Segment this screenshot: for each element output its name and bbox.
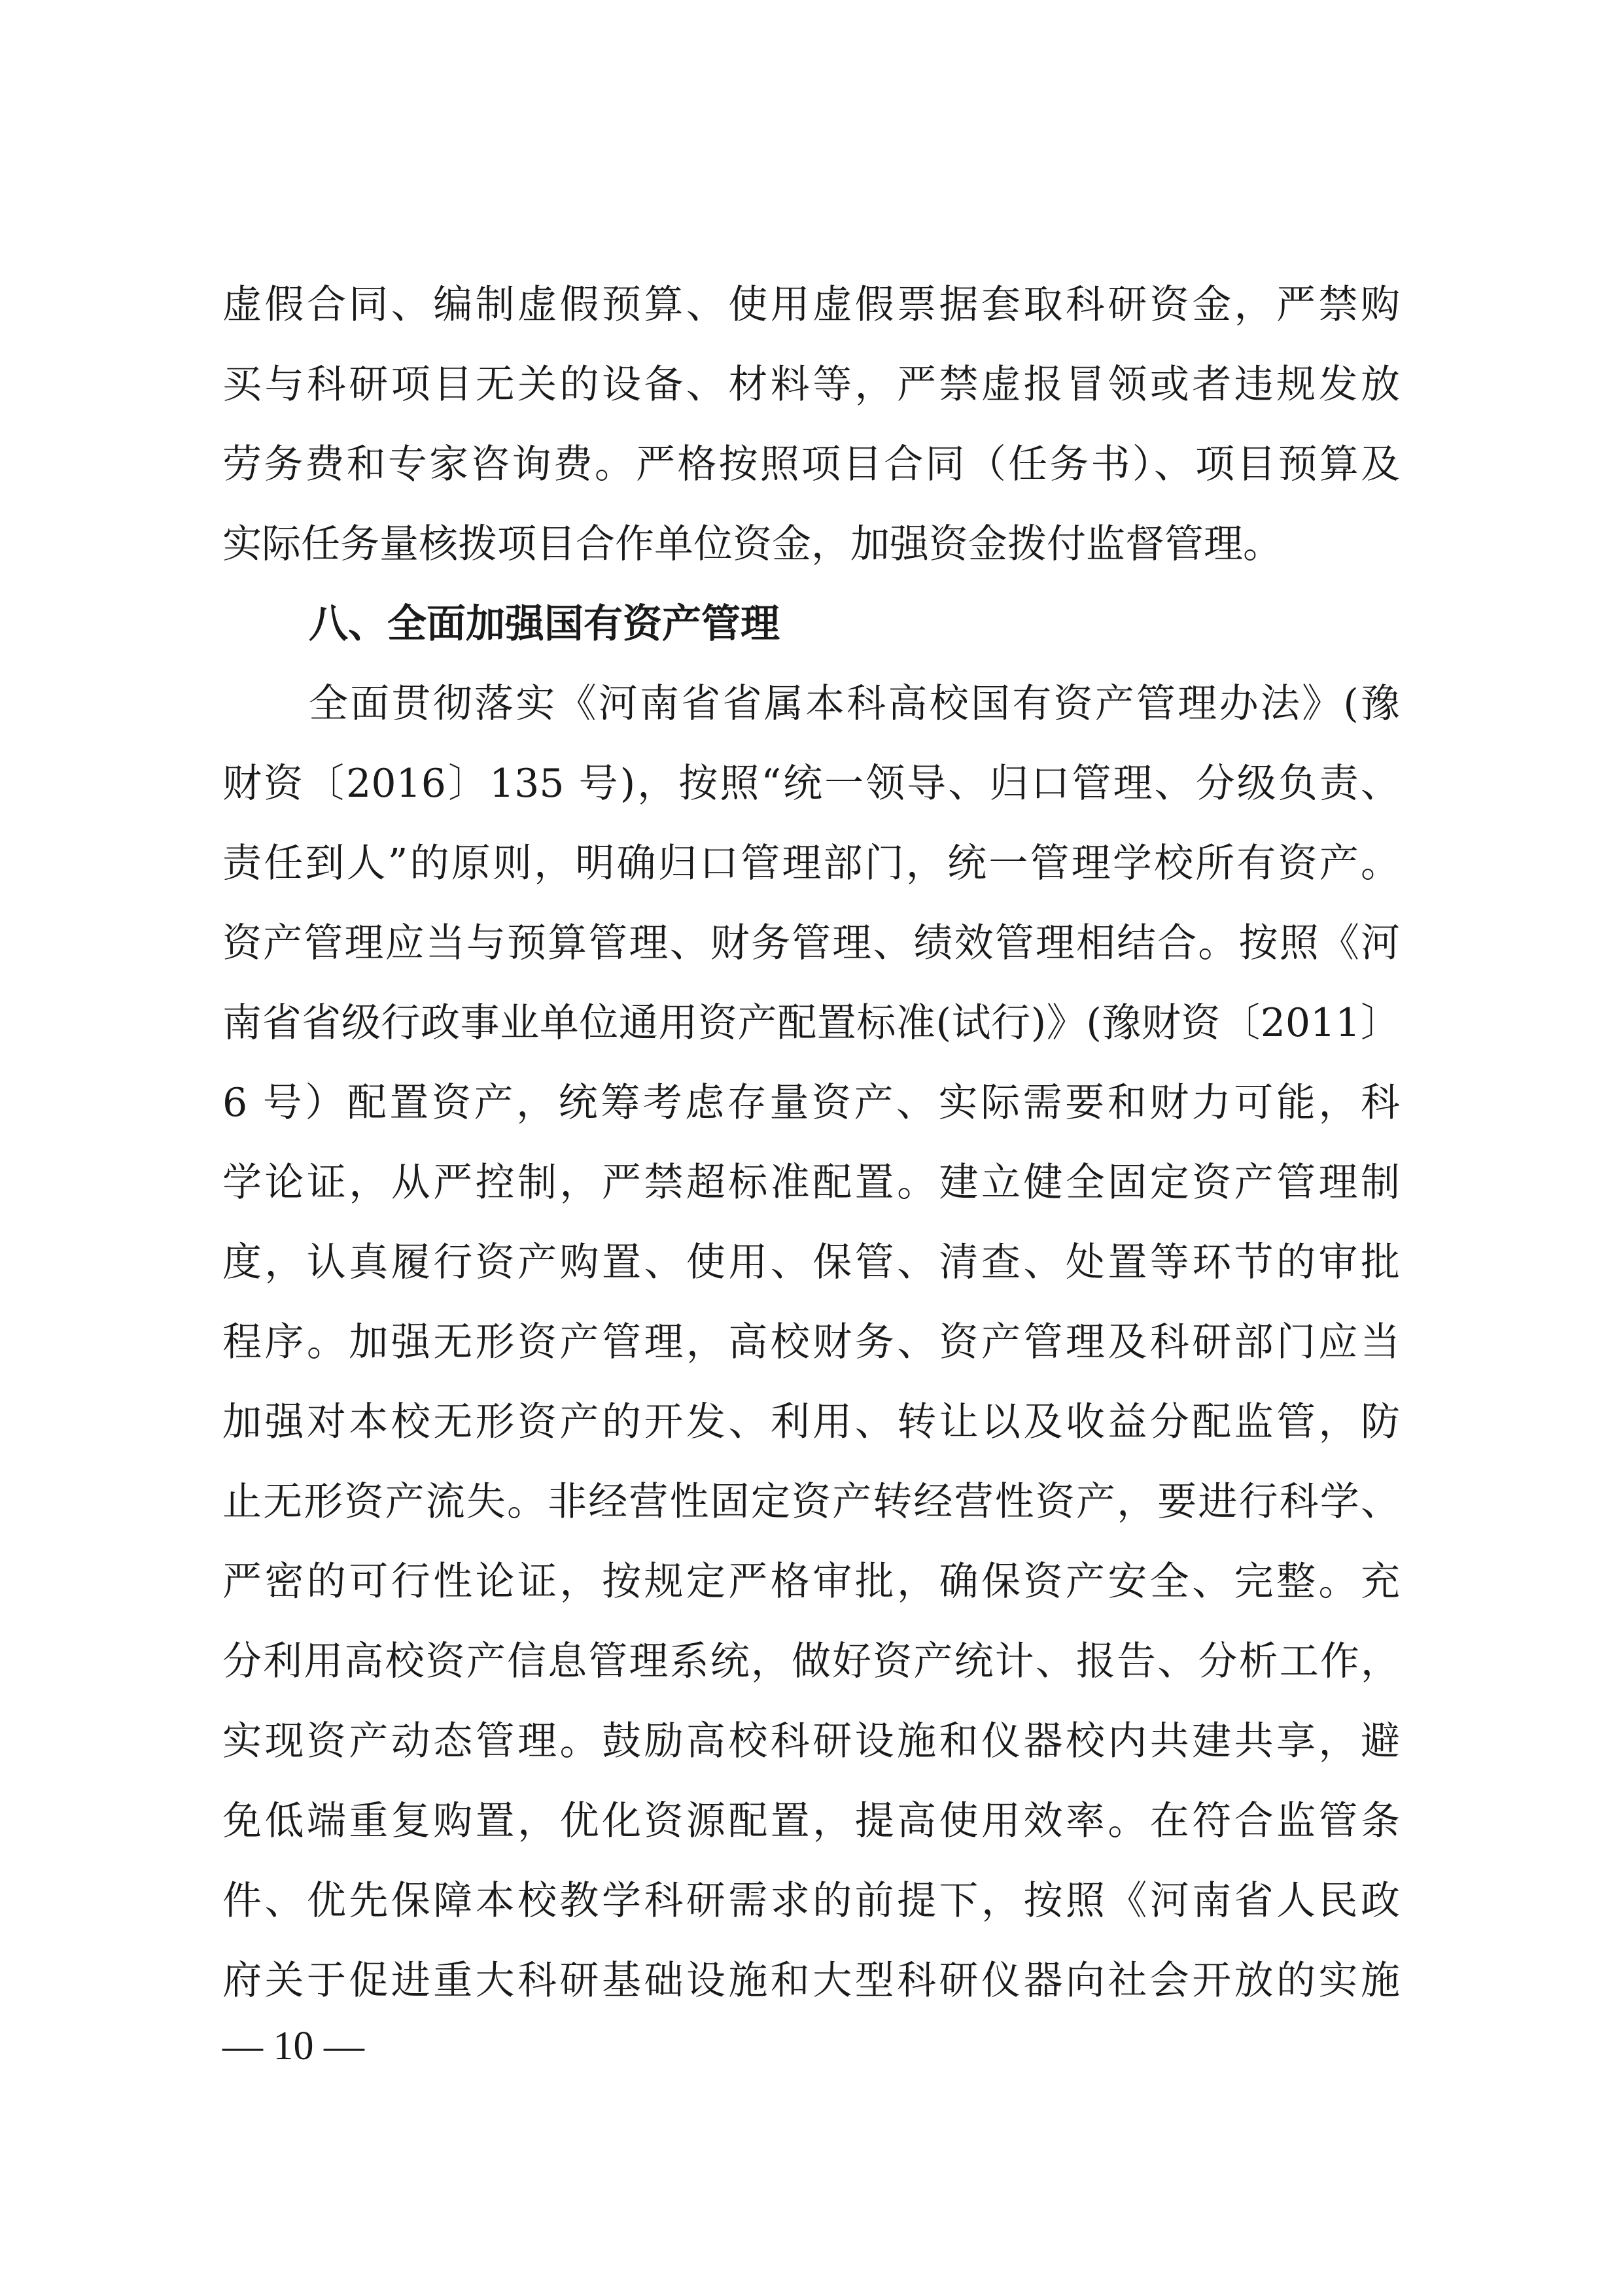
section-heading: 八、全面加强国有资产管理 — [309, 601, 780, 647]
text-line: 止无形资产流失。非经营性固定资产转经营性资产，要进行科学、 — [222, 1479, 1400, 1525]
text-line: 府关于促进重大科研基础设施和大型科研仪器向社会开放的实施 — [222, 1958, 1400, 2004]
page-number: — 10 — — [222, 2024, 364, 2068]
text-line: 严密的可行性论证，按规定严格审批，确保资产安全、完整。充 — [222, 1559, 1400, 1605]
text-line: 免低端重复购置，优化资源配置，提高使用效率。在符合监管条 — [222, 1798, 1400, 1844]
text-line: 分利用高校资产信息管理系统，做好资产统计、报告、分析工作， — [222, 1639, 1400, 1684]
text-line: 学论证，从严控制，严禁超标准配置。建立健全固定资产管理制 — [222, 1160, 1400, 1206]
text-line: 南省省级行政事业单位通用资产配置标准(试行)》(豫财资〔2011〕 — [222, 1000, 1400, 1046]
text-line: 6 号）配置资产，统筹考虑存量资产、实际需要和财力可能，科 — [222, 1080, 1400, 1126]
text-line: 资产管理应当与预算管理、财务管理、绩效管理相结合。按照《河 — [222, 920, 1400, 966]
text-line: 责任到人”的原则，明确归口管理部门，统一管理学校所有资产。 — [222, 841, 1400, 886]
paragraph-1 — [222, 265, 1400, 584]
text-line: 财资〔2016〕135 号)，按照“统一领导、归口管理、分级负责、 — [222, 761, 1400, 807]
text-line: 实际任务量核拨项目合作单位资金，加强资金拨付监督管理。 — [222, 521, 1282, 567]
paragraph-2 — [222, 664, 1400, 2021]
text-line: 件、优先保障本校教学科研需求的前提下，按照《河南省人民政 — [222, 1878, 1400, 1924]
text-line: 实现资产动态管理。鼓励高校科研设施和仪器校内共建共享，避 — [222, 1718, 1400, 1764]
document-body — [222, 265, 1400, 2021]
text-line: 虚假合同、编制虚假预算、使用虚假票据套取科研资金，严禁购 — [222, 282, 1400, 328]
text-line: 度，认真履行资产购置、使用、保管、清查、处置等环节的审批 — [222, 1240, 1400, 1285]
text-line: 加强对本校无形资产的开发、利用、转让以及收益分配监管，防 — [222, 1399, 1400, 1445]
text-line: 买与科研项目无关的设备、材料等，严禁虚报冒领或者违规发放 — [222, 362, 1400, 408]
text-line: 劳务费和专家咨询费。严格按照项目合同（任务书）、项目预算及 — [222, 442, 1400, 487]
text-line: 全面贯彻落实《河南省省属本科高校国有资产管理办法》(豫 — [309, 681, 1400, 727]
text-line: 程序。加强无形资产管理，高校财务、资产管理及科研部门应当 — [222, 1319, 1400, 1365]
